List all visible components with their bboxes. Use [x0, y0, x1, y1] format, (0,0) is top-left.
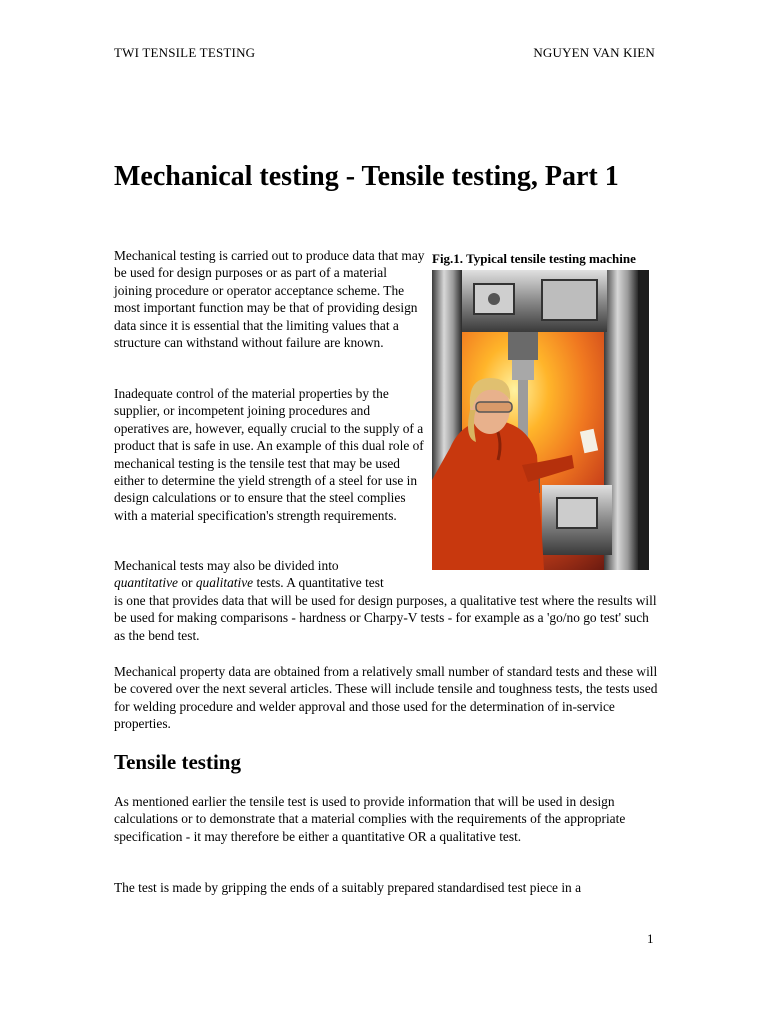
p3-rest-start: tests. A quantitative test [256, 575, 384, 591]
p3-qualitative: qualitative [195, 575, 254, 591]
header-left-title: TWI TENSILE TESTING [114, 45, 256, 60]
figure-caption: Fig.1. Typical tensile testing machine [432, 251, 636, 266]
page-number: 1 [647, 931, 654, 946]
p3-rest-end: is one that provides data that will be used for design purposes, a qualitative test where the results will be used for making comparisons - hardness or Charpy-V tests - for example as a 'go/no go test' such as the bend test. [114, 592, 657, 643]
property-data-paragraph: Mechanical property data are obtained from a relatively small number of standard tests and these will be covered over the next several articles. These will include tensile and toughness tests, the tests used for welding procedure and welder approval and those used for the determination of in-service properties. [114, 664, 658, 732]
p3-or: or [181, 575, 193, 591]
material-control-paragraph: Inadequate control of the material properties by the supplier, or incompetent joining procedures and operatives are, however, equally crucial to the supply of a product that is safe in use. An example of this dual role of mechanical testing is the tensile test that may be used either to determine the yield strength of a steel for use in design calculations or to ensure that the steel complies with a material specification's strength requirements. [114, 386, 424, 523]
section-heading: Tensile testing [114, 750, 241, 774]
test-method-paragraph: The test is made by gripping the ends of a suitably prepared standardised test piece in a [114, 880, 582, 895]
quantitative-qualitative-paragraph [114, 557, 659, 644]
tensile-machine-photo [432, 270, 649, 570]
figure-tensile-machine [432, 250, 650, 570]
p3-prefix: Mechanical tests may also be divided into [114, 558, 339, 573]
p3-quantitative: quantitative [114, 575, 178, 591]
header-author: NGUYEN VAN KIEN [533, 45, 655, 60]
page-title: Mechanical testing - Tensile testing, Part 1 [114, 161, 619, 192]
p3-narrow-lines [114, 557, 429, 592]
tensile-intro-paragraph: As mentioned earlier the tensile test is used to provide information that will be used in design calculations or to demonstrate that a material complies with the requirements of the appropriate specification - it may therefore be either a quantitative OR a qualitative test. [114, 794, 626, 844]
page-header [114, 45, 655, 61]
intro-paragraph: Mechanical testing is carried out to produce data that may be used for design purposes or as part of a material joining procedure or operator acceptance scheme. The most important function may be that of providing design data since it is essential that the limiting values that a structure can withstand without failure are known. [114, 248, 425, 351]
